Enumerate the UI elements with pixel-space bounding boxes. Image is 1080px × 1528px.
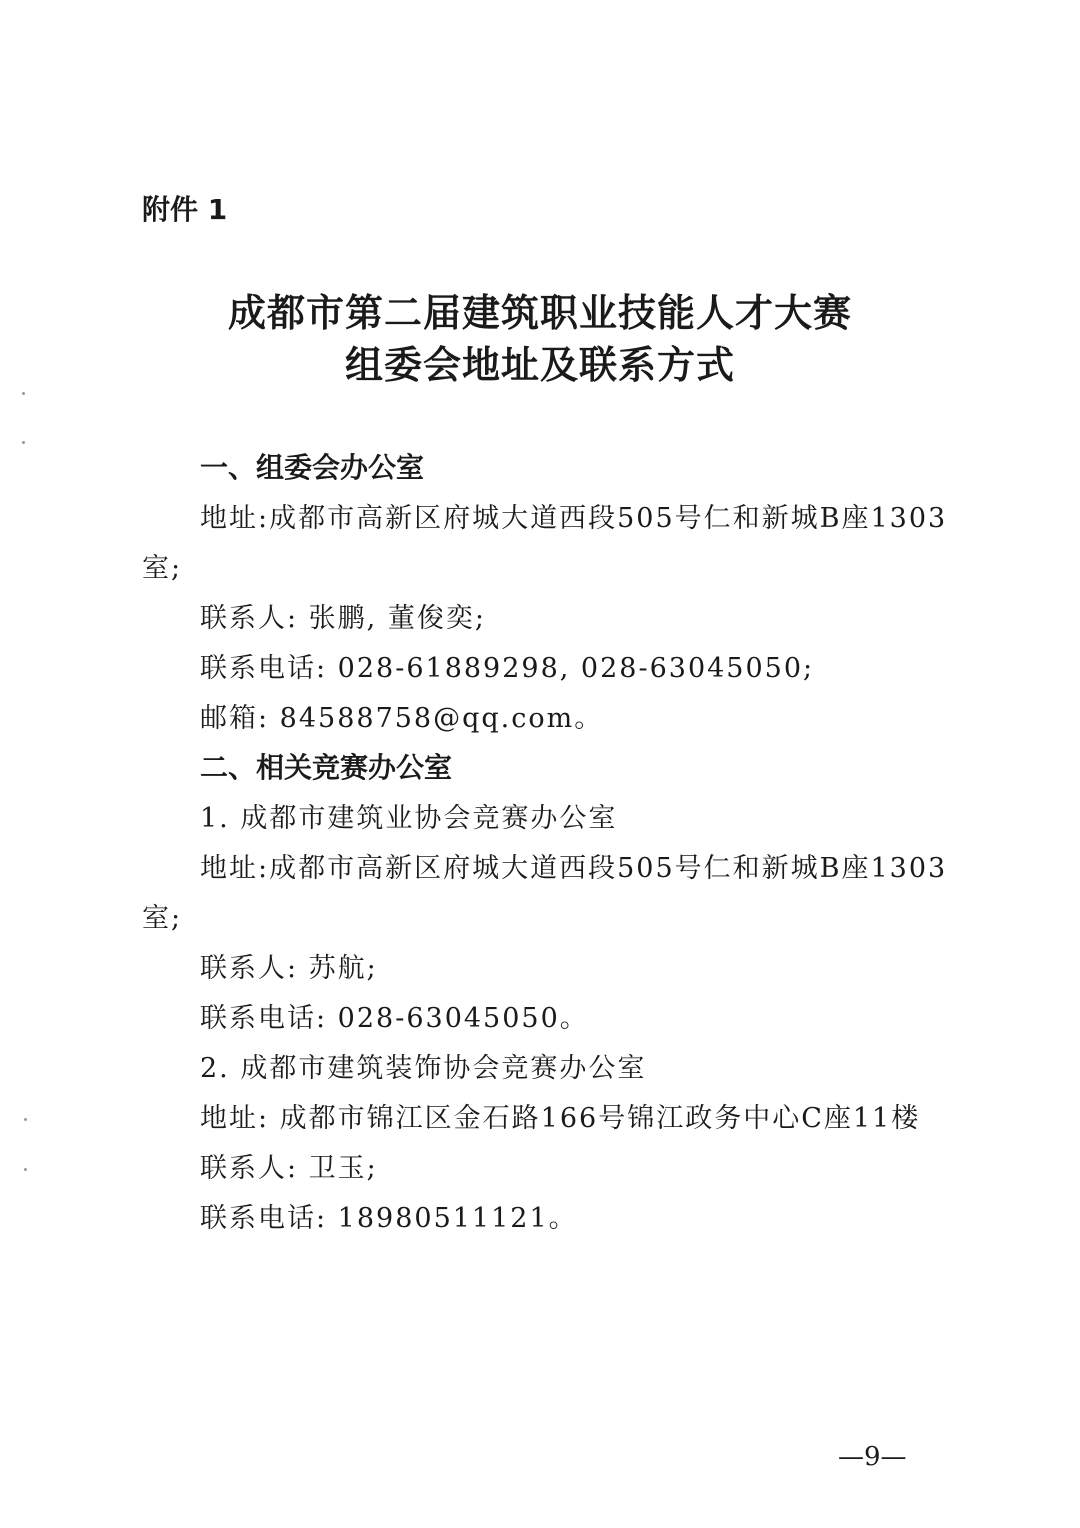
document-title-line-1: 成都市第二届建筑职业技能人才大赛 — [227, 290, 852, 335]
scan-speck — [22, 441, 25, 444]
section-1-contact: 联系人: 张鹏, 董俊奕; — [200, 603, 486, 634]
scan-speck — [24, 1118, 27, 1121]
office-2-contact: 联系人: 卫玉; — [200, 1153, 378, 1184]
section-1-email: 邮箱: 84588758@qq.com。 — [200, 703, 604, 734]
section-1-address-wrap: 室; — [142, 553, 183, 584]
scan-speck — [24, 1168, 27, 1171]
attachment-label: 附件 1 — [142, 193, 228, 226]
office-1-name: 1. 成都市建筑业协会竞赛办公室 — [200, 803, 618, 834]
office-2-address: 地址: 成都市锦江区金石路166号锦江政务中心C座11楼 — [200, 1103, 921, 1134]
office-1-contact: 联系人: 苏航; — [200, 953, 378, 984]
office-2-phone: 联系电话: 18980511121。 — [200, 1203, 578, 1234]
section-1-heading: 一、组委会办公室 — [200, 451, 425, 484]
office-1-address-wrap: 室; — [142, 903, 183, 934]
document-title-line-2: 组委会地址及联系方式 — [344, 342, 735, 387]
page-number: —9— — [838, 1442, 907, 1472]
scan-speck — [22, 392, 25, 395]
office-1-phone: 联系电话: 028-63045050。 — [200, 1003, 589, 1034]
office-2-name: 2. 成都市建筑装饰协会竞赛办公室 — [200, 1053, 647, 1084]
office-1-address: 地址:成都市高新区府城大道西段505号仁和新城B座1303 — [200, 853, 948, 884]
section-2-heading: 二、相关竞赛办公室 — [200, 751, 453, 784]
section-1-phone: 联系电话: 028-61889298, 028-63045050; — [200, 653, 815, 684]
section-1-address: 地址:成都市高新区府城大道西段505号仁和新城B座1303 — [200, 503, 948, 534]
